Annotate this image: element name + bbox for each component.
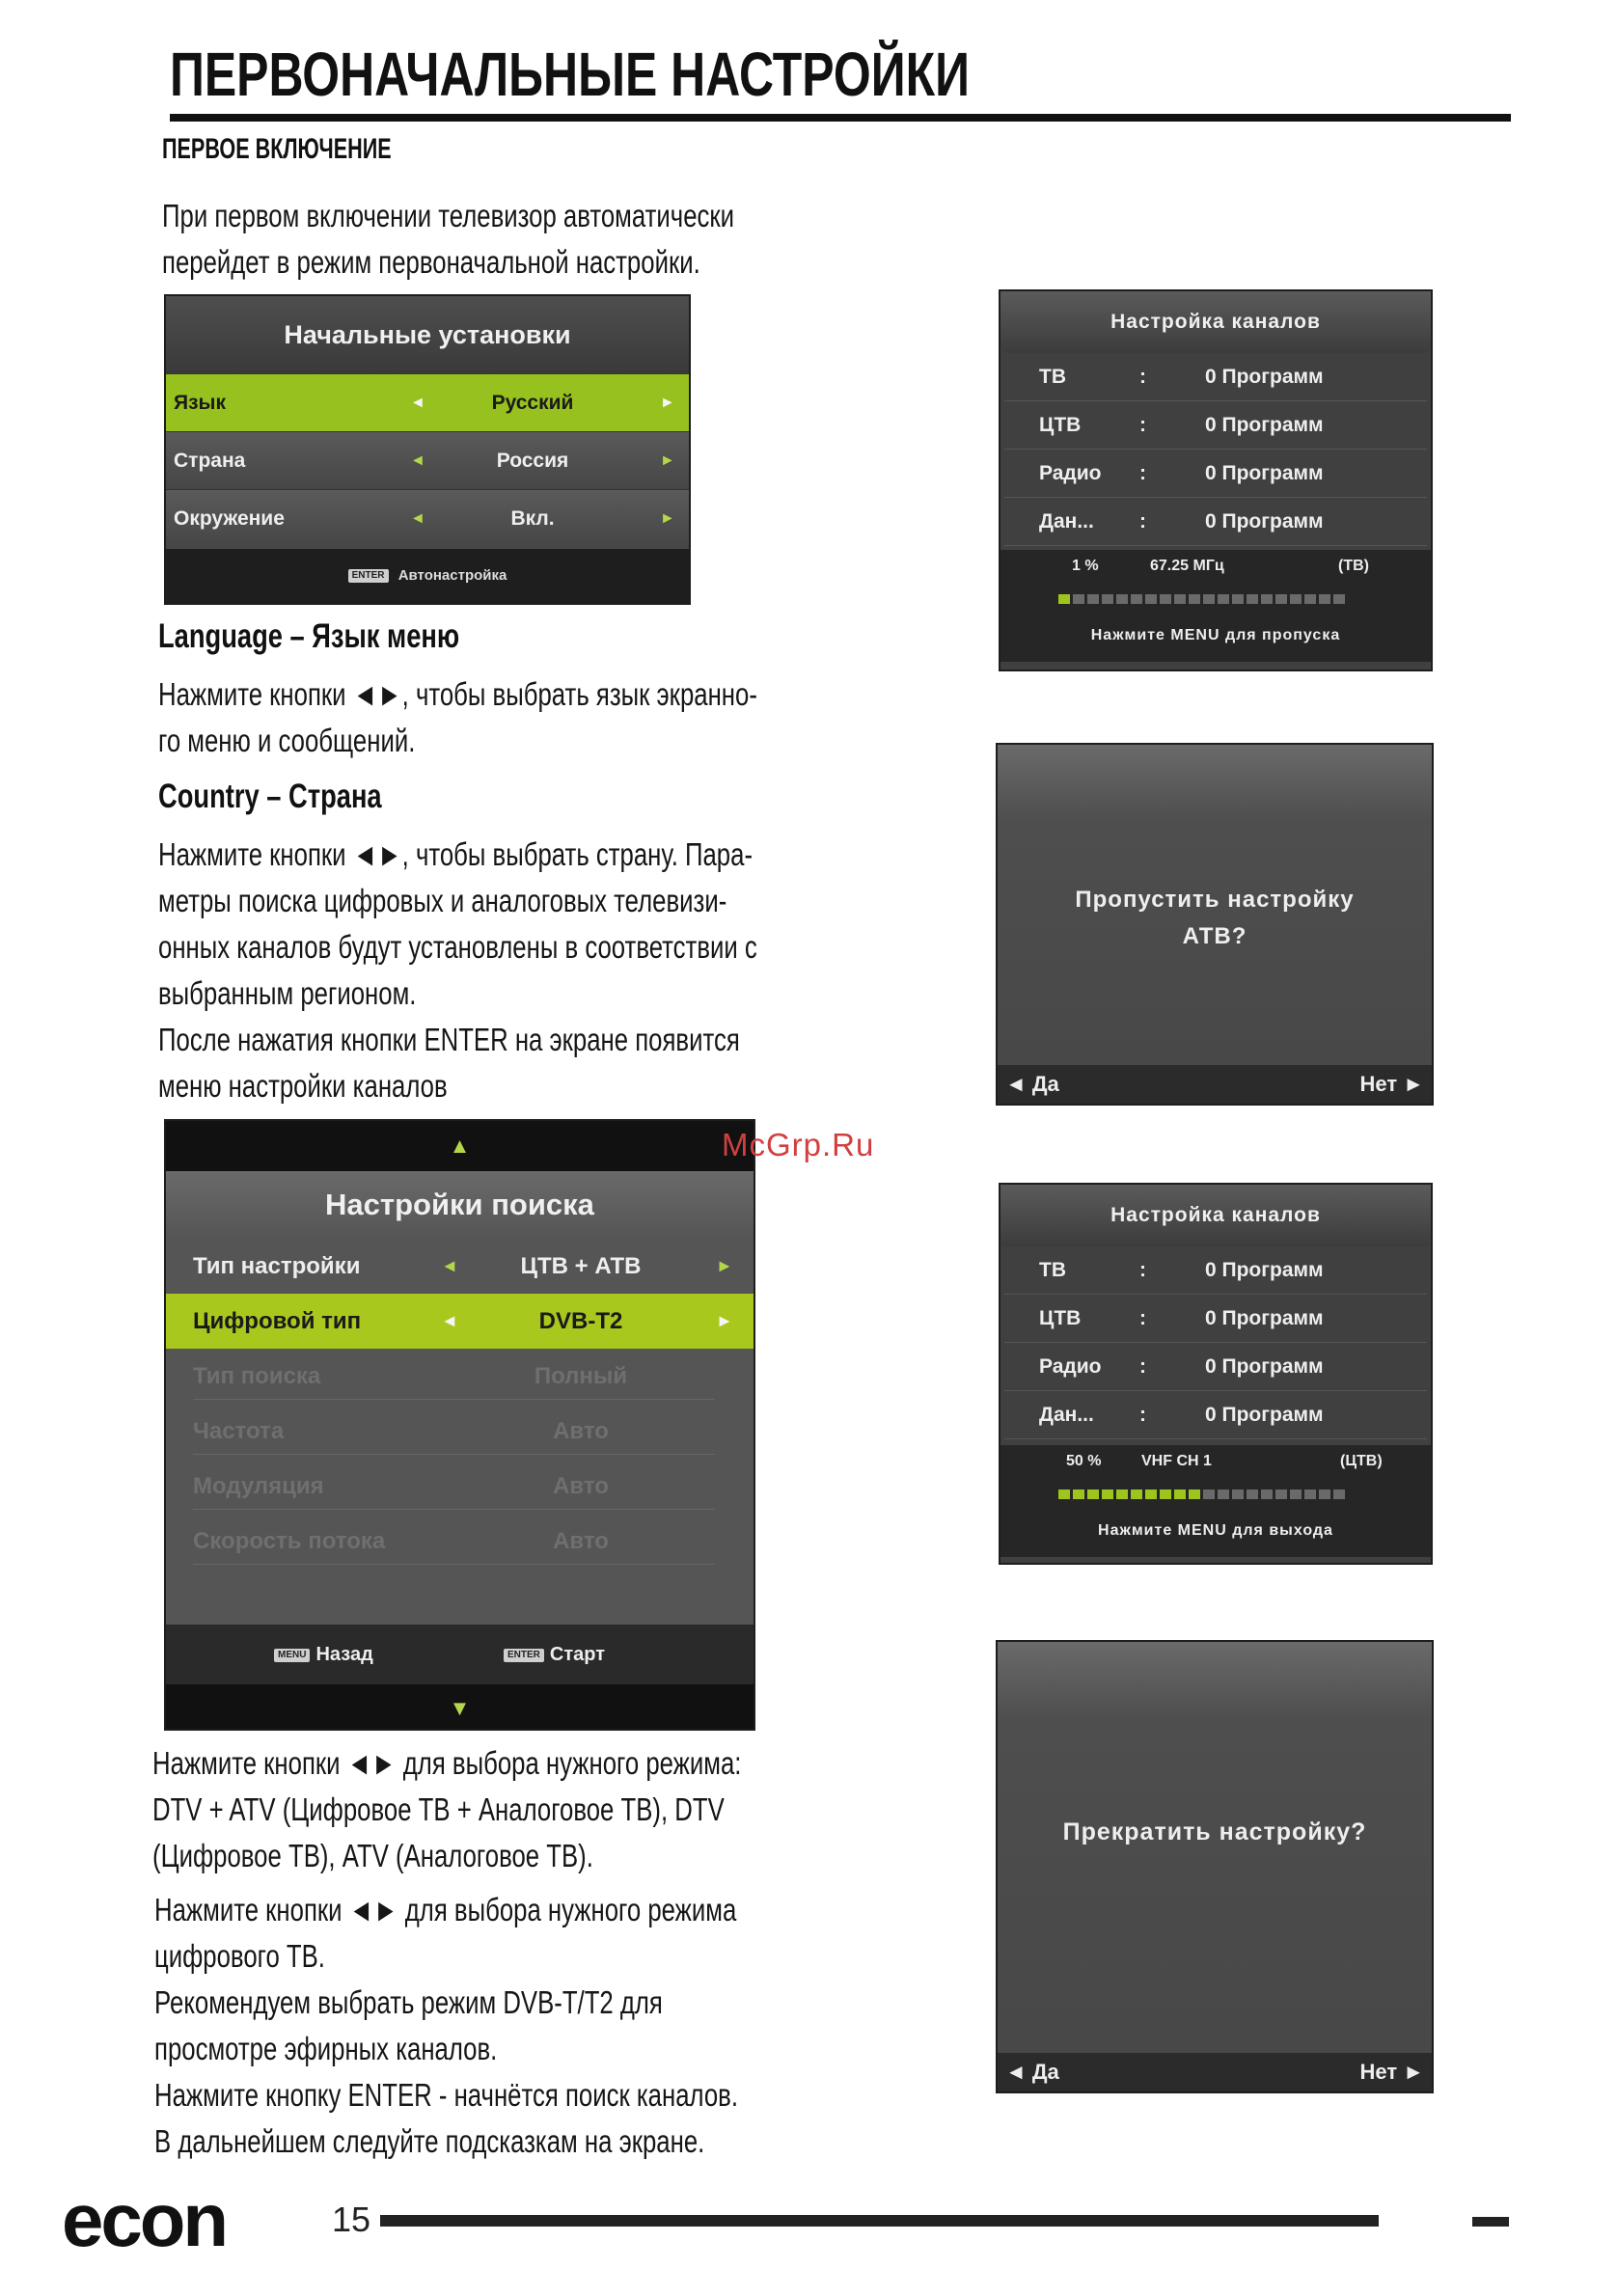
row-colon: :: [1139, 366, 1146, 388]
text-line: В дальнейшем следуйте подсказкам на экране.: [154, 2123, 705, 2159]
text-line: Нажмите кнопки ◄► для выбора нужного режима: [154, 1892, 737, 1927]
text-line: Нажмите кнопку ENTER - начнётся поиск каналов.: [154, 2077, 738, 2113]
tune-frequency: VHF CH 1: [1141, 1453, 1212, 1469]
text-line: онных каналов будут установлены в соответствии с: [158, 929, 757, 965]
tune-mode: (ЦТВ): [1340, 1453, 1383, 1469]
country-text: [158, 832, 757, 1109]
row-label: Скорость потока: [193, 1528, 386, 1554]
setup-row-country[interactable]: [166, 431, 689, 489]
text-line: (Цифровое ТВ), ATV (Аналоговое ТВ).: [152, 1838, 593, 1873]
progress-segment: [1232, 1490, 1244, 1499]
row-value: Полный: [534, 1363, 628, 1389]
skip-atv-dialog: [996, 743, 1434, 1106]
progress-segment: [1247, 594, 1258, 604]
footer-rule: [380, 2215, 1379, 2227]
progress-segment: [1333, 1490, 1345, 1499]
row-colon: :: [1139, 1404, 1146, 1426]
row-value: 0 Программ: [1205, 510, 1324, 533]
yes-button[interactable]: ◄ Да: [1005, 1072, 1059, 1096]
progress-segment: [1218, 594, 1229, 604]
row-label: Модуляция: [193, 1473, 324, 1499]
row-value: Россия: [496, 450, 569, 472]
tune-row-tv: [1004, 353, 1427, 401]
progress-segment: [1145, 1490, 1157, 1499]
text-line: Нажмите кнопки ◄►, чтобы выбрать язык экранно-: [158, 676, 757, 712]
text-line: меню настройки каналов: [158, 1068, 448, 1104]
autotune-footer[interactable]: [166, 549, 689, 603]
search-row-digital-type[interactable]: [166, 1294, 754, 1349]
arrow-left-icon[interactable]: ◄: [441, 1256, 458, 1275]
search-settings-title: Настройки поиска: [166, 1171, 754, 1239]
progress-segment: [1087, 594, 1099, 604]
search-row-tune-type[interactable]: [166, 1239, 754, 1294]
tune-frequency: 67.25 МГц: [1150, 558, 1224, 574]
no-button[interactable]: Нет ►: [1359, 2060, 1424, 2084]
row-colon: :: [1139, 510, 1146, 533]
arrow-right-icon[interactable]: ►: [716, 1256, 733, 1275]
row-value: DVB-T2: [538, 1308, 623, 1334]
search-row-scan-type: [166, 1349, 754, 1404]
progress-segment: [1290, 1490, 1302, 1499]
progress-segment: [1261, 594, 1273, 604]
text-line: Нажмите кнопки ◄►, чтобы выбрать страну. Пара-: [158, 836, 754, 872]
channel-tune-screen-1: [999, 289, 1433, 671]
tune-row-dtv: [1004, 401, 1427, 450]
row-label: Дан...: [1039, 510, 1094, 533]
question-line: Пропустить настройку: [1075, 887, 1355, 913]
digital-mode-text: [154, 1887, 738, 2165]
row-label: Страна: [174, 450, 246, 472]
econ-logo: econ: [62, 2177, 227, 2262]
stop-tuning-dialog: [996, 1640, 1434, 2093]
question-line: АТВ?: [1182, 923, 1247, 949]
text-line: выбранным регионом.: [158, 975, 417, 1011]
row-label: Частота: [193, 1418, 285, 1444]
progress-segment: [1058, 594, 1070, 604]
language-text: [158, 671, 757, 764]
tune-mode: (ТВ): [1338, 558, 1369, 574]
progress-segment: [1174, 1490, 1186, 1499]
text-line: После нажатия кнопки ENTER на экране появится: [158, 1022, 740, 1057]
progress-segment: [1189, 594, 1200, 604]
search-row-modulation: [166, 1459, 754, 1514]
channel-tune-screen-2: [999, 1183, 1433, 1565]
search-row-frequency: [166, 1404, 754, 1459]
row-value: 0 Программ: [1205, 462, 1324, 484]
yes-button[interactable]: ◄ Да: [1005, 2060, 1059, 2084]
progress-segment: [1203, 594, 1215, 604]
progress-segment: [1160, 1490, 1171, 1499]
tune-progress-bar: [1058, 594, 1345, 604]
progress-segment: [1247, 1490, 1258, 1499]
search-row-symbol-rate: [166, 1514, 754, 1569]
progress-segment: [1102, 594, 1113, 604]
mode-text: [152, 1740, 741, 1879]
tune-message: Нажмите MENU для выхода: [1098, 1522, 1333, 1539]
start-label: Старт: [549, 1644, 606, 1665]
dialog-buttons: [998, 1065, 1432, 1104]
row-label: Радио: [1039, 462, 1102, 484]
progress-segment: [1073, 594, 1084, 604]
dialog-question: Прекратить настройку?: [1062, 1818, 1367, 1845]
progress-segment: [1131, 1490, 1142, 1499]
row-value: 0 Программ: [1205, 1259, 1324, 1281]
row-label: ТВ: [1039, 366, 1066, 388]
arrow-left-icon[interactable]: ◄: [410, 395, 425, 411]
setup-row-language[interactable]: [166, 373, 689, 431]
no-button[interactable]: Нет ►: [1359, 1072, 1424, 1096]
progress-segment: [1304, 594, 1316, 604]
tune-title: Настройка каналов: [1000, 1185, 1431, 1246]
progress-segment: [1087, 1490, 1099, 1499]
row-value: Авто: [553, 1418, 609, 1444]
intro-text: [162, 193, 734, 286]
row-label: ЦТВ: [1039, 414, 1082, 436]
progress-segment: [1319, 594, 1330, 604]
row-value: 0 Программ: [1205, 366, 1324, 388]
row-colon: :: [1139, 1307, 1146, 1329]
footer-dash: [1472, 2217, 1509, 2227]
tune-title: Настройка каналов: [1000, 291, 1431, 353]
tune-row-radio: [1004, 450, 1427, 498]
progress-segment: [1203, 1490, 1215, 1499]
arrow-right-icon[interactable]: ►: [660, 452, 675, 469]
row-label: Дан...: [1039, 1404, 1094, 1426]
page-title: ПЕРВОНАЧАЛЬНЫЕ НАСТРОЙКИ: [170, 40, 970, 109]
progress-segment: [1261, 1490, 1273, 1499]
progress-segment: [1102, 1490, 1113, 1499]
initial-setup-title: Начальные установки: [166, 296, 689, 373]
progress-segment: [1174, 594, 1186, 604]
arrow-left-icon[interactable]: ◄: [410, 510, 425, 527]
row-label: Тип поиска: [193, 1363, 321, 1389]
search-footer: [166, 1625, 754, 1684]
tune-percent: 50 %: [1066, 1453, 1102, 1469]
progress-segment: [1116, 1490, 1128, 1499]
row-label: Радио: [1039, 1355, 1102, 1378]
text-line: цифрового ТВ.: [154, 1938, 325, 1974]
dialog-buttons: [998, 2053, 1432, 2091]
enter-key-icon: ENTER: [348, 569, 389, 583]
progress-segment: [1232, 594, 1244, 604]
row-colon: :: [1139, 462, 1146, 484]
tune-message: Нажмите MENU для пропуска: [1090, 627, 1341, 643]
tune-row-radio: [1004, 1343, 1427, 1391]
row-label: Окружение: [174, 507, 285, 530]
progress-segment: [1290, 594, 1302, 604]
section-title: ПЕРВОЕ ВКЛЮЧЕНИЕ: [162, 133, 392, 165]
tune-percent: 1 %: [1072, 558, 1099, 574]
progress-segment: [1189, 1490, 1200, 1499]
tune-row-data: [1004, 1391, 1427, 1439]
row-label: Цифровой тип: [193, 1308, 362, 1334]
search-settings-screen: [164, 1119, 755, 1731]
tune-row-tv: [1004, 1246, 1427, 1295]
progress-segment: [1131, 594, 1142, 604]
arrow-left-icon[interactable]: ◄: [441, 1311, 458, 1330]
progress-segment: [1073, 1490, 1084, 1499]
scroll-down-icon[interactable]: ▼: [166, 1684, 754, 1731]
row-colon: :: [1139, 414, 1146, 436]
intro-line: перейдет в режим первоначальной настройки.: [162, 244, 700, 280]
row-value: 0 Программ: [1205, 414, 1324, 436]
row-value: Авто: [553, 1528, 609, 1554]
back-label: Назад: [315, 1644, 373, 1665]
tune-status: [1000, 550, 1431, 662]
progress-segment: [1218, 1490, 1229, 1499]
intro-line: При первом включении телевизор автоматически: [162, 198, 735, 233]
text-line: метры поиска цифровых и аналоговых телевизи-: [158, 883, 727, 918]
tune-row-data: [1004, 498, 1427, 546]
scroll-up-icon[interactable]: ▲: [166, 1121, 754, 1171]
back-button[interactable]: [274, 1625, 373, 1684]
arrow-right-icon[interactable]: ►: [716, 1311, 733, 1330]
row-value: Русский: [491, 392, 574, 414]
progress-segment: [1275, 594, 1287, 604]
title-rule: [170, 114, 1511, 122]
text-line: DTV + ATV (Цифровое ТВ + Аналоговое ТВ), DTV: [152, 1791, 725, 1827]
menu-key-icon: MENU: [274, 1649, 310, 1662]
page-number: 15: [332, 2200, 371, 2239]
enter-key-icon: ENTER: [504, 1649, 544, 1662]
row-label: ТВ: [1039, 1259, 1066, 1281]
arrow-right-icon[interactable]: ►: [660, 395, 675, 411]
country-heading: Country – Страна: [158, 778, 382, 815]
progress-segment: [1319, 1490, 1330, 1499]
arrow-right-icon[interactable]: ►: [660, 510, 675, 527]
text-line: просмотре эфирных каналов.: [154, 2031, 498, 2066]
row-colon: :: [1139, 1355, 1146, 1378]
row-value: 0 Программ: [1205, 1404, 1324, 1426]
progress-segment: [1116, 594, 1128, 604]
row-value: 0 Программ: [1205, 1355, 1324, 1378]
initial-setup-screen: [164, 294, 691, 605]
row-label: Язык: [174, 392, 226, 414]
row-value: Авто: [553, 1473, 609, 1499]
start-button[interactable]: [504, 1625, 605, 1684]
watermark: McGrp.Ru: [722, 1127, 875, 1162]
progress-segment: [1145, 594, 1157, 604]
dialog-question: [998, 882, 1432, 955]
progress-segment: [1333, 594, 1345, 604]
progress-segment: [1160, 594, 1171, 604]
language-heading: Language – Язык меню: [158, 617, 460, 655]
tune-status: [1000, 1445, 1431, 1557]
text-line: Нажмите кнопки ◄► для выбора нужного режима:: [152, 1745, 742, 1781]
progress-segment: [1275, 1490, 1287, 1499]
row-value: 0 Программ: [1205, 1307, 1324, 1329]
tune-progress-bar: [1058, 1490, 1345, 1499]
progress-segment: [1058, 1490, 1070, 1499]
row-label: ЦТВ: [1039, 1307, 1082, 1329]
row-label: Тип настройки: [193, 1253, 361, 1279]
arrow-left-icon[interactable]: ◄: [410, 452, 425, 469]
setup-row-environment[interactable]: [166, 489, 689, 547]
text-line: Рекомендуем выбрать режим DVB-T/T2 для: [154, 1984, 663, 2020]
text-line: го меню и сообщений.: [158, 723, 416, 758]
progress-segment: [1304, 1490, 1316, 1499]
row-value: ЦТВ + АТВ: [520, 1253, 642, 1279]
tune-row-dtv: [1004, 1295, 1427, 1343]
autotune-label: Автонастройка: [397, 567, 507, 584]
row-value: Вкл.: [510, 507, 555, 530]
row-colon: :: [1139, 1259, 1146, 1281]
